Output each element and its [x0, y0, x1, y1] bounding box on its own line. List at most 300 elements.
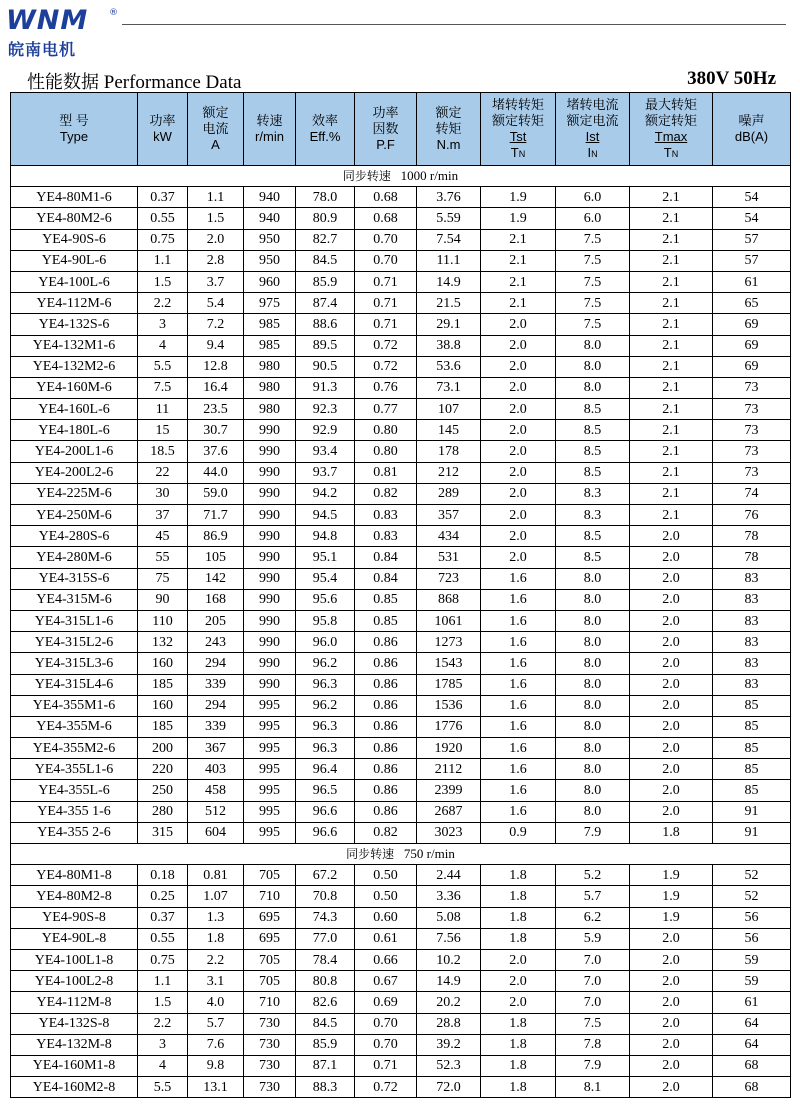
table-cell: 0.67 [355, 971, 417, 992]
table-cell: 7.5 [556, 229, 630, 250]
table-row [11, 822, 791, 843]
table-cell: 0.86 [355, 716, 417, 737]
table-cell: 52 [713, 886, 791, 907]
table-cell: 0.72 [355, 335, 417, 356]
column-header-en: dB(A) [734, 129, 769, 144]
table-cell: 83 [713, 674, 791, 695]
table-cell: 0.85 [355, 589, 417, 610]
table-cell: 90 [138, 589, 188, 610]
table-cell: 2.0 [481, 526, 556, 547]
table-cell: 68 [713, 1077, 791, 1098]
speed-group-label-speed: 1000 r/min [400, 168, 459, 184]
table-cell: 57 [713, 250, 791, 271]
column-header-cn: 效率 [311, 113, 338, 128]
table-cell: 2.1 [630, 377, 713, 398]
table-cell: 868 [417, 589, 481, 610]
table-cell: 294 [188, 695, 244, 716]
table-cell: 2.1 [481, 293, 556, 314]
column-header-cn: 最大转矩 [644, 96, 697, 112]
table-cell: 2.1 [630, 314, 713, 335]
table-cell: 1.6 [481, 801, 556, 822]
ratio-denominator-symbol: I [587, 144, 592, 160]
table-cell: 2.0 [630, 1077, 713, 1098]
table-cell: 975 [244, 293, 296, 314]
table-cell: 205 [188, 610, 244, 631]
table-cell: 7.8 [556, 1034, 630, 1055]
table-cell: 3023 [417, 822, 481, 843]
table-cell: 200 [138, 738, 188, 759]
table-cell: YE4-250M-6 [11, 505, 138, 526]
table-cell: 8.0 [556, 674, 630, 695]
table-cell: 96.6 [296, 801, 355, 822]
table-cell: 1543 [417, 653, 481, 674]
table-cell: 0.61 [355, 928, 417, 949]
table-row [11, 526, 791, 547]
table-cell: 357 [417, 505, 481, 526]
column-header-cn: 噪声 [738, 113, 765, 128]
table-cell: 2.0 [630, 949, 713, 970]
table-cell: 0.75 [138, 229, 188, 250]
table-cell: 1.8 [481, 1034, 556, 1055]
table-cell: 5.5 [138, 356, 188, 377]
table-cell: 29.1 [417, 314, 481, 335]
table-cell: 3 [138, 1034, 188, 1055]
table-cell: 960 [244, 271, 296, 292]
table-cell: 96.3 [296, 738, 355, 759]
table-cell: 1.3 [188, 907, 244, 928]
column-header-en: N.m [436, 137, 461, 152]
table-cell: 0.85 [355, 610, 417, 631]
table-cell: 2.0 [630, 547, 713, 568]
table-cell: 2.1 [630, 293, 713, 314]
table-cell: 91 [713, 801, 791, 822]
table-cell: 8.5 [556, 526, 630, 547]
brand-logo [6, 6, 116, 62]
table-cell: 2.0 [481, 377, 556, 398]
table-cell: 458 [188, 780, 244, 801]
table-cell: YE4-100L-6 [11, 271, 138, 292]
column-header [355, 93, 417, 166]
table-cell: 8.0 [556, 377, 630, 398]
table-cell: YE4-112M-6 [11, 293, 138, 314]
table-cell: 2.0 [630, 1055, 713, 1076]
table-cell: 78 [713, 526, 791, 547]
table-cell: 1785 [417, 674, 481, 695]
ratio-denominator-subscript: N [518, 148, 526, 159]
column-header-cn: 因数 [372, 121, 399, 136]
table-cell: 96.2 [296, 695, 355, 716]
column-header-en: Eff.% [309, 129, 341, 144]
table-cell: 44.0 [188, 462, 244, 483]
table-cell: YE4-355M2-6 [11, 738, 138, 759]
column-header-cn: 功率 [372, 105, 399, 120]
table-cell: 78 [713, 547, 791, 568]
table-cell: 2.0 [481, 441, 556, 462]
column-header-en: r/min [255, 129, 284, 144]
table-cell: 995 [244, 716, 296, 737]
column-header [11, 93, 138, 166]
table-cell: 0.37 [138, 907, 188, 928]
logo-chinese-name: 皖南电机 [8, 40, 77, 59]
table-row [11, 610, 791, 631]
table-cell: 1.8 [481, 886, 556, 907]
table-cell: 85.9 [296, 271, 355, 292]
table-cell: 82.6 [296, 992, 355, 1013]
table-cell: 14.9 [417, 971, 481, 992]
table-cell: 1273 [417, 632, 481, 653]
table-cell: 8.5 [556, 420, 630, 441]
table-cell: 95.8 [296, 610, 355, 631]
table-cell: YE4-315L3-6 [11, 653, 138, 674]
table-cell: 2687 [417, 801, 481, 822]
table-cell: 1.8 [481, 907, 556, 928]
table-cell: 0.76 [355, 377, 417, 398]
table-cell: 980 [244, 356, 296, 377]
table-row [11, 293, 791, 314]
table-cell: 2.44 [417, 865, 481, 886]
table-cell: 69 [713, 314, 791, 335]
table-row [11, 589, 791, 610]
table-row [11, 483, 791, 504]
table-cell: 1.8 [481, 1077, 556, 1098]
table-cell: 74.3 [296, 907, 355, 928]
table-cell: 0.55 [138, 208, 188, 229]
table-cell: 1.6 [481, 759, 556, 780]
table-row [11, 335, 791, 356]
table-cell: 83 [713, 589, 791, 610]
table-cell: 2.0 [630, 992, 713, 1013]
table-row [11, 187, 791, 208]
table-cell: YE4-90L-8 [11, 928, 138, 949]
table-row [11, 399, 791, 420]
table-cell: 1.6 [481, 589, 556, 610]
table-cell: 95.4 [296, 568, 355, 589]
table-cell: 1776 [417, 716, 481, 737]
table-cell: 1061 [417, 610, 481, 631]
table-cell: 695 [244, 907, 296, 928]
table-cell: 0.68 [355, 208, 417, 229]
table-cell: 92.9 [296, 420, 355, 441]
table-cell: YE4-355 1-6 [11, 801, 138, 822]
table-cell: 0.72 [355, 1077, 417, 1098]
table-cell: 7.2 [188, 314, 244, 335]
table-cell: 990 [244, 462, 296, 483]
table-cell: 9.8 [188, 1055, 244, 1076]
table-cell: 8.0 [556, 632, 630, 653]
table-cell: 61 [713, 271, 791, 292]
table-cell: 20.2 [417, 992, 481, 1013]
table-cell: 83 [713, 632, 791, 653]
table-cell: 2.0 [481, 462, 556, 483]
table-cell: 2.0 [481, 483, 556, 504]
column-header-en: Type [59, 129, 89, 144]
table-cell: 72.0 [417, 1077, 481, 1098]
table-cell: 434 [417, 526, 481, 547]
table-cell: 0.71 [355, 271, 417, 292]
table-cell: 2.0 [481, 992, 556, 1013]
table-cell: 5.5 [138, 1077, 188, 1098]
column-header [244, 93, 296, 166]
table-cell: 110 [138, 610, 188, 631]
table-cell: YE4-355M-6 [11, 716, 138, 737]
table-cell: 2.0 [630, 780, 713, 801]
table-cell: 87.1 [296, 1055, 355, 1076]
table-cell: YE4-315L4-6 [11, 674, 138, 695]
table-row [11, 1034, 791, 1055]
table-cell: 0.75 [138, 949, 188, 970]
table-cell: 73 [713, 377, 791, 398]
table-cell: 73 [713, 399, 791, 420]
column-header [556, 93, 630, 166]
table-cell: 1.6 [481, 695, 556, 716]
table-cell: YE4-160L-6 [11, 399, 138, 420]
table-cell: 705 [244, 971, 296, 992]
table-cell: 0.84 [355, 568, 417, 589]
table-cell: 0.9 [481, 822, 556, 843]
column-header-cn: 额定 [202, 105, 229, 120]
table-cell: 730 [244, 1034, 296, 1055]
table-cell: 990 [244, 547, 296, 568]
table-cell: 990 [244, 589, 296, 610]
table-cell: 980 [244, 399, 296, 420]
table-cell: YE4-225M-6 [11, 483, 138, 504]
column-header [481, 93, 556, 166]
table-row [11, 271, 791, 292]
table-cell: 0.25 [138, 886, 188, 907]
table-cell: 96.4 [296, 759, 355, 780]
table-cell: 7.0 [556, 992, 630, 1013]
table-row [11, 547, 791, 568]
table-cell: YE4-355L1-6 [11, 759, 138, 780]
column-header-cn: 转速 [256, 113, 283, 128]
table-cell: YE4-132M2-6 [11, 356, 138, 377]
column-header-en: kW [153, 129, 172, 144]
table-cell: 160 [138, 653, 188, 674]
table-cell: 89.5 [296, 335, 355, 356]
table-cell: 0.82 [355, 483, 417, 504]
table-cell: 168 [188, 589, 244, 610]
title-en: Performance Data [103, 72, 242, 93]
table-cell: 0.86 [355, 653, 417, 674]
table-cell: 37 [138, 505, 188, 526]
table-cell: 7.0 [556, 949, 630, 970]
table-cell: YE4-132M-8 [11, 1034, 138, 1055]
table-cell: 0.86 [355, 674, 417, 695]
table-cell: 0.55 [138, 928, 188, 949]
table-cell: 1.9 [630, 907, 713, 928]
table-cell: 85 [713, 780, 791, 801]
table-cell: 3 [138, 314, 188, 335]
table-cell: 990 [244, 420, 296, 441]
table-cell: 7.5 [556, 314, 630, 335]
logo-wordmark: WNM [6, 5, 89, 36]
table-cell: 0.50 [355, 865, 417, 886]
table-cell: 710 [244, 886, 296, 907]
table-cell: 5.7 [188, 1013, 244, 1034]
table-cell: 315 [138, 822, 188, 843]
table-cell: 2399 [417, 780, 481, 801]
table-row [11, 441, 791, 462]
table-cell: 8.5 [556, 547, 630, 568]
table-cell: 2.0 [481, 314, 556, 335]
table-cell: 7.9 [556, 1055, 630, 1076]
table-cell: 2.1 [630, 187, 713, 208]
table-cell: 4 [138, 335, 188, 356]
table-cell: 45 [138, 526, 188, 547]
table-row [11, 907, 791, 928]
table-cell: 16.4 [188, 377, 244, 398]
table-cell: 85 [713, 716, 791, 737]
table-row [11, 314, 791, 335]
table-row [11, 928, 791, 949]
table-cell: 0.71 [355, 314, 417, 335]
table-row [11, 229, 791, 250]
table-cell: 2.1 [630, 462, 713, 483]
ratio-denominator-subscript: N [591, 148, 598, 159]
column-header [630, 93, 713, 166]
table-cell: 2.1 [630, 229, 713, 250]
ratio-denominator [630, 145, 712, 162]
table-cell: 1.5 [138, 992, 188, 1013]
column-header-cn: 额定转矩 [491, 112, 544, 128]
table-cell: 705 [244, 865, 296, 886]
table-cell: 54 [713, 187, 791, 208]
table-cell: 7.56 [417, 928, 481, 949]
table-cell: 1920 [417, 738, 481, 759]
table-cell: 1.5 [138, 271, 188, 292]
table-cell: 0.68 [355, 187, 417, 208]
table-cell: 2.0 [481, 505, 556, 526]
table-cell: 1.8 [481, 1013, 556, 1034]
table-cell: 8.5 [556, 399, 630, 420]
table-cell: 990 [244, 483, 296, 504]
table-cell: 8.0 [556, 653, 630, 674]
table-cell: 8.0 [556, 695, 630, 716]
table-cell: 403 [188, 759, 244, 780]
table-cell: 64 [713, 1013, 791, 1034]
table-cell: 1.6 [481, 632, 556, 653]
table-cell: 28.8 [417, 1013, 481, 1034]
table-cell: 2.1 [481, 271, 556, 292]
table-cell: 0.82 [355, 822, 417, 843]
table-cell: 0.86 [355, 780, 417, 801]
table-cell: 2.0 [481, 547, 556, 568]
ratio-denominator-subscript: N [671, 148, 679, 159]
column-header [138, 93, 188, 166]
table-cell: 15 [138, 420, 188, 441]
table-cell: 94.5 [296, 505, 355, 526]
table-cell: 0.80 [355, 441, 417, 462]
table-row [11, 949, 791, 970]
table-cell: YE4-132S-8 [11, 1013, 138, 1034]
table-cell: 7.5 [138, 377, 188, 398]
table-cell: 730 [244, 1013, 296, 1034]
table-cell: 0.66 [355, 949, 417, 970]
table-cell: 94.8 [296, 526, 355, 547]
table-cell: 2.0 [630, 653, 713, 674]
table-cell: 55 [138, 547, 188, 568]
table-row [11, 356, 791, 377]
table-cell: 990 [244, 441, 296, 462]
table-cell: 8.3 [556, 483, 630, 504]
table-cell: YE4-80M1-8 [11, 865, 138, 886]
table-cell: 0.83 [355, 526, 417, 547]
table-cell: 1.6 [481, 653, 556, 674]
table-cell: 1.8 [630, 822, 713, 843]
table-cell: 1.9 [630, 886, 713, 907]
table-cell: 2.0 [481, 335, 556, 356]
table-body [11, 166, 791, 1098]
table-cell: 11.1 [417, 250, 481, 271]
table-cell: 73 [713, 441, 791, 462]
table-cell: 96.5 [296, 780, 355, 801]
table-row [11, 377, 791, 398]
table-cell: 5.4 [188, 293, 244, 314]
table-cell: YE4-80M2-6 [11, 208, 138, 229]
table-cell: 59 [713, 949, 791, 970]
table-cell: 2.1 [630, 208, 713, 229]
table-cell: 250 [138, 780, 188, 801]
table-cell: 0.18 [138, 865, 188, 886]
table-cell: 78.4 [296, 949, 355, 970]
table-cell: 5.7 [556, 886, 630, 907]
table-cell: 2.0 [481, 356, 556, 377]
table-cell: 160 [138, 695, 188, 716]
table-cell: 84.5 [296, 250, 355, 271]
table-cell: 2.1 [481, 229, 556, 250]
table-cell: 2.0 [481, 420, 556, 441]
table-cell: 88.3 [296, 1077, 355, 1098]
table-cell: 77.0 [296, 928, 355, 949]
table-cell: 1.8 [481, 1055, 556, 1076]
table-cell: 0.81 [355, 462, 417, 483]
table-cell: 13.1 [188, 1077, 244, 1098]
table-cell: 86.9 [188, 526, 244, 547]
table-row [11, 462, 791, 483]
table-cell: 80.8 [296, 971, 355, 992]
table-cell: 294 [188, 653, 244, 674]
table-cell: 995 [244, 695, 296, 716]
table-cell: 8.0 [556, 335, 630, 356]
ratio-numerator: Tmax [654, 128, 688, 144]
table-cell: 339 [188, 716, 244, 737]
table-cell: 367 [188, 738, 244, 759]
table-cell: 1.6 [481, 568, 556, 589]
table-cell: 995 [244, 801, 296, 822]
table-row [11, 1013, 791, 1034]
table-cell: 2.0 [630, 695, 713, 716]
table-cell: 3.36 [417, 886, 481, 907]
table-row [11, 632, 791, 653]
ratio-denominator [481, 145, 555, 162]
table-cell: 243 [188, 632, 244, 653]
table-row [11, 568, 791, 589]
table-cell: 107 [417, 399, 481, 420]
table-cell: 7.6 [188, 1034, 244, 1055]
table-cell: 940 [244, 187, 296, 208]
table-cell: YE4-90S-8 [11, 907, 138, 928]
table-cell: 96.3 [296, 674, 355, 695]
table-cell: 142 [188, 568, 244, 589]
voltage-frequency: 380V 50Hz [687, 68, 776, 89]
table-cell: 8.5 [556, 462, 630, 483]
table-cell: YE4-280M-6 [11, 547, 138, 568]
table-cell: 3.1 [188, 971, 244, 992]
table-cell: 91.3 [296, 377, 355, 398]
table-cell: YE4-112M-8 [11, 992, 138, 1013]
table-cell: 0.80 [355, 420, 417, 441]
table-cell: 4.0 [188, 992, 244, 1013]
